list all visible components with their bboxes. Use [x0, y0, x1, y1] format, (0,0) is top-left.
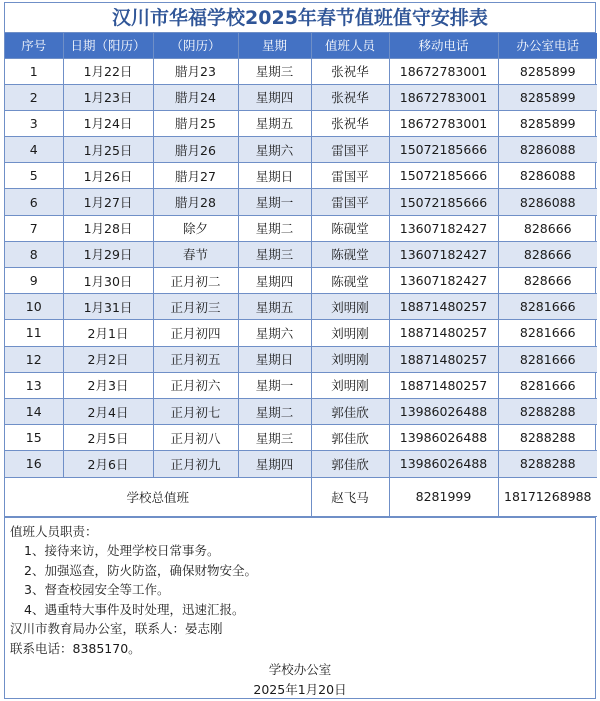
row-mobile: 13986026488 [389, 451, 498, 477]
row-index: 5 [5, 163, 63, 189]
table-row [5, 189, 597, 215]
table-row [5, 320, 597, 346]
row-weekday: 星期四 [238, 451, 311, 477]
row-solar-date: 1月27日 [63, 189, 153, 215]
row-office-phone: 8285899 [498, 110, 597, 136]
table-row [5, 425, 597, 451]
row-weekday: 星期五 [238, 110, 311, 136]
row-office-phone: 8288288 [498, 398, 597, 424]
row-index: 12 [5, 346, 63, 372]
row-index: 10 [5, 294, 63, 320]
row-weekday: 星期五 [238, 294, 311, 320]
header-weekday: 星期 [238, 33, 311, 58]
row-index: 15 [5, 425, 63, 451]
row-solar-date: 1月23日 [63, 84, 153, 110]
row-mobile: 13607182427 [389, 241, 498, 267]
row-mobile: 13986026488 [389, 425, 498, 451]
notes-item: 3、督查校园安全等工作。 [24, 582, 170, 597]
table-row [5, 110, 597, 136]
row-solar-date: 1月31日 [63, 294, 153, 320]
row-weekday: 星期一 [238, 372, 311, 398]
table-row [5, 398, 597, 424]
row-lunar-date: 除夕 [153, 215, 238, 241]
row-index: 1 [5, 58, 63, 84]
row-index: 2 [5, 84, 63, 110]
row-lunar-date: 正月初九 [153, 451, 238, 477]
row-mobile: 13607182427 [389, 215, 498, 241]
row-duty-person: 雷国平 [311, 189, 389, 215]
row-mobile: 18871480257 [389, 320, 498, 346]
row-duty-person: 雷国平 [311, 163, 389, 189]
row-duty-person: 刘明刚 [311, 346, 389, 372]
row-office-phone: 8281666 [498, 346, 597, 372]
row-index: 14 [5, 398, 63, 424]
header-lunar-date: （阴历） [153, 33, 238, 58]
header-duty-person: 值班人员 [311, 33, 389, 58]
table-row [5, 294, 597, 320]
row-office-phone: 8288288 [498, 425, 597, 451]
row-solar-date: 2月1日 [63, 320, 153, 346]
row-duty-person: 刘明刚 [311, 294, 389, 320]
row-index: 4 [5, 137, 63, 163]
row-lunar-date: 正月初六 [153, 372, 238, 398]
table-row [5, 346, 597, 372]
row-duty-person: 刘明刚 [311, 372, 389, 398]
notes-phone: 联系电话：8385170。 [10, 640, 141, 656]
row-index: 6 [5, 189, 63, 215]
summary-label: 学校总值班 [5, 477, 311, 516]
row-office-phone: 828666 [498, 268, 597, 294]
row-lunar-date: 正月初八 [153, 425, 238, 451]
row-lunar-date: 腊月24 [153, 84, 238, 110]
row-duty-person: 张祝华 [311, 58, 389, 84]
row-mobile: 18672783001 [389, 110, 498, 136]
summary-row [5, 477, 597, 516]
row-solar-date: 2月4日 [63, 398, 153, 424]
row-office-phone: 8285899 [498, 58, 597, 84]
table-row [5, 451, 597, 477]
row-duty-person: 张祝华 [311, 110, 389, 136]
row-duty-person: 雷国平 [311, 137, 389, 163]
duty-table [5, 33, 597, 517]
row-lunar-date: 腊月25 [153, 110, 238, 136]
row-weekday: 星期一 [238, 189, 311, 215]
row-index: 11 [5, 320, 63, 346]
row-solar-date: 2月2日 [63, 346, 153, 372]
row-office-phone: 8288288 [498, 451, 597, 477]
row-mobile: 13607182427 [389, 268, 498, 294]
row-office-phone: 8281666 [498, 320, 597, 346]
row-lunar-date: 腊月27 [153, 163, 238, 189]
row-lunar-date: 正月初五 [153, 346, 238, 372]
row-office-phone: 8286088 [498, 189, 597, 215]
table-row [5, 137, 597, 163]
row-weekday: 星期日 [238, 346, 311, 372]
row-lunar-date: 正月初四 [153, 320, 238, 346]
row-office-phone: 8281666 [498, 294, 597, 320]
row-weekday: 星期四 [238, 84, 311, 110]
row-office-phone: 828666 [498, 215, 597, 241]
row-office-phone: 828666 [498, 241, 597, 267]
summary-office-phone: 8281999 [389, 477, 498, 516]
row-office-phone: 8286088 [498, 163, 597, 189]
row-mobile: 18871480257 [389, 294, 498, 320]
row-weekday: 星期三 [238, 241, 311, 267]
table-row [5, 58, 597, 84]
row-solar-date: 1月25日 [63, 137, 153, 163]
table-row [5, 84, 597, 110]
duty-table-body [5, 58, 597, 477]
row-duty-person: 陈砚堂 [311, 241, 389, 267]
row-index: 8 [5, 241, 63, 267]
row-mobile: 15072185666 [389, 189, 498, 215]
header-office-phone: 办公室电话 [498, 33, 597, 58]
row-duty-person: 刘明刚 [311, 320, 389, 346]
signature-org: 学校办公室 [268, 662, 332, 677]
row-duty-person: 张祝华 [311, 84, 389, 110]
row-solar-date: 1月24日 [63, 110, 153, 136]
row-solar-date: 2月6日 [63, 451, 153, 477]
row-office-phone: 8286088 [498, 137, 597, 163]
notes-contact: 汉川市教育局办公室，联系人：晏志刚 [10, 621, 223, 636]
signature-block [5, 660, 595, 700]
row-weekday: 星期四 [238, 268, 311, 294]
row-duty-person: 陈砚堂 [311, 268, 389, 294]
row-mobile: 18672783001 [389, 84, 498, 110]
row-solar-date: 2月5日 [63, 425, 153, 451]
row-mobile: 18871480257 [389, 346, 498, 372]
row-weekday: 星期二 [238, 215, 311, 241]
row-index: 13 [5, 372, 63, 398]
row-weekday: 星期三 [238, 425, 311, 451]
duty-schedule-sheet [4, 2, 596, 699]
table-row [5, 215, 597, 241]
row-mobile: 18672783001 [389, 58, 498, 84]
row-lunar-date: 正月初七 [153, 398, 238, 424]
summary-person: 赵飞马 [311, 477, 389, 516]
row-office-phone: 8281666 [498, 372, 597, 398]
row-solar-date: 1月29日 [63, 241, 153, 267]
row-weekday: 星期六 [238, 320, 311, 346]
summary-mobile: 18171268988 [498, 477, 597, 516]
notes-item: 2、加强巡查，防火防盗，确保财物安全。 [24, 562, 257, 578]
row-duty-person: 郭佳欣 [311, 425, 389, 451]
row-mobile: 15072185666 [389, 163, 498, 189]
row-lunar-date: 腊月23 [153, 58, 238, 84]
row-weekday: 星期三 [238, 58, 311, 84]
notes-heading: 值班人员职责： [10, 523, 98, 539]
row-index: 16 [5, 451, 63, 477]
table-header-row [5, 33, 597, 58]
header-mobile: 移动电话 [389, 33, 498, 58]
row-weekday: 星期二 [238, 398, 311, 424]
row-solar-date: 1月30日 [63, 268, 153, 294]
row-solar-date: 1月28日 [63, 215, 153, 241]
row-weekday: 星期日 [238, 163, 311, 189]
table-row [5, 268, 597, 294]
row-office-phone: 8285899 [498, 84, 597, 110]
signature-date: 2025年1月20日 [253, 682, 347, 697]
notes-item: 1、接待来访，处理学校日常事务。 [24, 543, 220, 558]
row-mobile: 15072185666 [389, 137, 498, 163]
row-index: 3 [5, 110, 63, 136]
row-lunar-date: 春节 [153, 241, 238, 267]
row-solar-date: 1月26日 [63, 163, 153, 189]
row-index: 9 [5, 268, 63, 294]
row-weekday: 星期六 [238, 137, 311, 163]
header-solar-date: 日期（阳历） [63, 33, 153, 58]
row-duty-person: 郭佳欣 [311, 451, 389, 477]
notes-item: 4、遇重特大事件及时处理，迅速汇报。 [24, 601, 245, 617]
duty-notes [5, 517, 595, 659]
row-duty-person: 陈砚堂 [311, 215, 389, 241]
table-row [5, 241, 597, 267]
row-solar-date: 2月3日 [63, 372, 153, 398]
table-row [5, 163, 597, 189]
row-mobile: 13986026488 [389, 398, 498, 424]
row-duty-person: 郭佳欣 [311, 398, 389, 424]
table-row [5, 372, 597, 398]
row-lunar-date: 腊月28 [153, 189, 238, 215]
page-title: 汉川市华福学校2025年春节值班值守安排表 [5, 3, 595, 33]
header-index: 序号 [5, 33, 63, 58]
row-lunar-date: 腊月26 [153, 137, 238, 163]
row-solar-date: 1月22日 [63, 58, 153, 84]
row-mobile: 18871480257 [389, 372, 498, 398]
row-lunar-date: 正月初二 [153, 268, 238, 294]
row-lunar-date: 正月初三 [153, 294, 238, 320]
row-index: 7 [5, 215, 63, 241]
